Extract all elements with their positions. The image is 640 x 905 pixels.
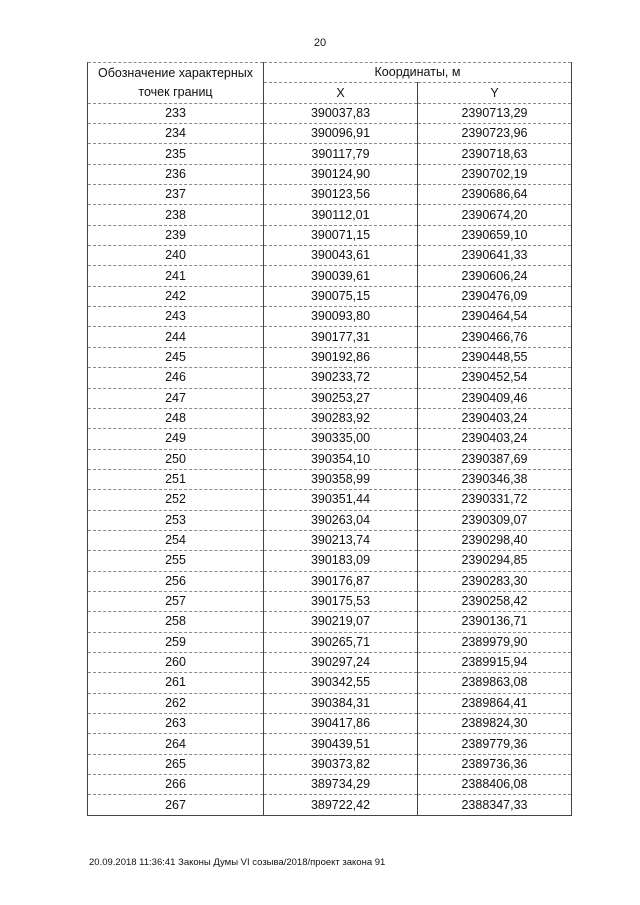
x-cell: 390335,00 xyxy=(264,429,418,449)
y-cell: 2390476,09 xyxy=(418,286,572,306)
y-cell: 2390713,29 xyxy=(418,103,572,123)
x-cell: 390342,55 xyxy=(264,673,418,693)
y-cell: 2390387,69 xyxy=(418,449,572,469)
x-cell: 390439,51 xyxy=(264,734,418,754)
point-cell: 247 xyxy=(88,388,264,408)
table-row xyxy=(88,775,572,795)
x-cell: 390192,86 xyxy=(264,347,418,367)
y-cell: 2388406,08 xyxy=(418,775,572,795)
table-row xyxy=(88,225,572,245)
point-cell: 235 xyxy=(88,144,264,164)
point-cell: 251 xyxy=(88,469,264,489)
y-cell: 2389736,36 xyxy=(418,754,572,774)
x-cell: 390417,86 xyxy=(264,714,418,734)
table-row xyxy=(88,388,572,408)
point-cell: 260 xyxy=(88,652,264,672)
table-header xyxy=(88,63,572,104)
table-row xyxy=(88,571,572,591)
x-cell: 390233,72 xyxy=(264,368,418,388)
table-row xyxy=(88,124,572,144)
x-cell: 390263,04 xyxy=(264,510,418,530)
table-row xyxy=(88,347,572,367)
x-cell: 390071,15 xyxy=(264,225,418,245)
point-cell: 258 xyxy=(88,612,264,632)
point-cell: 234 xyxy=(88,124,264,144)
y-cell: 2390346,38 xyxy=(418,469,572,489)
point-cell: 255 xyxy=(88,551,264,571)
y-cell: 2389779,36 xyxy=(418,734,572,754)
point-cell: 266 xyxy=(88,775,264,795)
y-column-header: Y xyxy=(418,83,572,103)
x-cell: 390124,90 xyxy=(264,164,418,184)
table-row xyxy=(88,714,572,734)
point-cell: 257 xyxy=(88,591,264,611)
point-cell: 243 xyxy=(88,307,264,327)
x-cell: 389722,42 xyxy=(264,795,418,815)
table-row xyxy=(88,469,572,489)
y-cell: 2389863,08 xyxy=(418,673,572,693)
y-cell: 2390309,07 xyxy=(418,510,572,530)
table-row xyxy=(88,754,572,774)
y-cell: 2390283,30 xyxy=(418,571,572,591)
y-cell: 2389824,30 xyxy=(418,714,572,734)
table-row xyxy=(88,266,572,286)
point-cell: 248 xyxy=(88,408,264,428)
y-cell: 2390606,24 xyxy=(418,266,572,286)
y-cell: 2390448,55 xyxy=(418,347,572,367)
y-cell: 2390723,96 xyxy=(418,124,572,144)
x-cell: 390043,61 xyxy=(264,246,418,266)
point-cell: 261 xyxy=(88,673,264,693)
point-cell: 237 xyxy=(88,185,264,205)
point-cell: 233 xyxy=(88,103,264,123)
y-cell: 2390686,64 xyxy=(418,185,572,205)
y-cell: 2390403,24 xyxy=(418,429,572,449)
table-row xyxy=(88,490,572,510)
point-cell: 267 xyxy=(88,795,264,815)
point-cell: 239 xyxy=(88,225,264,245)
point-cell: 246 xyxy=(88,368,264,388)
y-cell: 2390136,71 xyxy=(418,612,572,632)
point-cell: 245 xyxy=(88,347,264,367)
x-cell: 390117,79 xyxy=(264,144,418,164)
table-row xyxy=(88,632,572,652)
y-cell: 2390718,63 xyxy=(418,144,572,164)
x-cell: 390176,87 xyxy=(264,571,418,591)
point-cell: 253 xyxy=(88,510,264,530)
point-cell: 262 xyxy=(88,693,264,713)
table-row xyxy=(88,734,572,754)
x-cell: 390358,99 xyxy=(264,469,418,489)
point-cell: 249 xyxy=(88,429,264,449)
x-cell: 390183,09 xyxy=(264,551,418,571)
x-cell: 390123,56 xyxy=(264,185,418,205)
point-cell: 236 xyxy=(88,164,264,184)
point-cell: 238 xyxy=(88,205,264,225)
table-row xyxy=(88,591,572,611)
point-cell: 263 xyxy=(88,714,264,734)
y-cell: 2390452,54 xyxy=(418,368,572,388)
table-row xyxy=(88,510,572,530)
x-cell: 390219,07 xyxy=(264,612,418,632)
table-row xyxy=(88,103,572,123)
point-cell: 244 xyxy=(88,327,264,347)
x-column-header: X xyxy=(264,83,418,103)
point-cell: 242 xyxy=(88,286,264,306)
point-cell: 256 xyxy=(88,571,264,591)
x-cell: 390177,31 xyxy=(264,327,418,347)
y-cell: 2390702,19 xyxy=(418,164,572,184)
table-row xyxy=(88,246,572,266)
point-cell: 265 xyxy=(88,754,264,774)
table-row xyxy=(88,673,572,693)
table-row xyxy=(88,449,572,469)
table-row xyxy=(88,185,572,205)
y-cell: 2390409,46 xyxy=(418,388,572,408)
point-cell: 252 xyxy=(88,490,264,510)
table-row xyxy=(88,795,572,815)
x-cell: 390283,92 xyxy=(264,408,418,428)
table-body xyxy=(88,103,572,815)
table-row xyxy=(88,307,572,327)
x-cell: 389734,29 xyxy=(264,775,418,795)
x-cell: 390354,10 xyxy=(264,449,418,469)
x-cell: 390253,27 xyxy=(264,388,418,408)
y-cell: 2389915,94 xyxy=(418,652,572,672)
x-cell: 390351,44 xyxy=(264,490,418,510)
y-cell: 2390294,85 xyxy=(418,551,572,571)
y-cell: 2390659,10 xyxy=(418,225,572,245)
point-cell: 240 xyxy=(88,246,264,266)
y-cell: 2390298,40 xyxy=(418,530,572,550)
footer-text: 20.09.2018 11:36:41 Законы Думы VI созыва/2018/проект закона 91 xyxy=(89,857,386,868)
y-cell: 2388347,33 xyxy=(418,795,572,815)
y-cell: 2390641,33 xyxy=(418,246,572,266)
y-cell: 2390403,24 xyxy=(418,408,572,428)
table-row xyxy=(88,408,572,428)
table-row xyxy=(88,327,572,347)
coordinates-table xyxy=(87,62,572,816)
x-cell: 390265,71 xyxy=(264,632,418,652)
table-row xyxy=(88,368,572,388)
table-row xyxy=(88,286,572,306)
x-cell: 390075,15 xyxy=(264,286,418,306)
table-row xyxy=(88,144,572,164)
x-cell: 390112,01 xyxy=(264,205,418,225)
x-cell: 390373,82 xyxy=(264,754,418,774)
point-cell: 250 xyxy=(88,449,264,469)
x-cell: 390037,83 xyxy=(264,103,418,123)
table-row xyxy=(88,429,572,449)
table-row xyxy=(88,612,572,632)
table-row xyxy=(88,551,572,571)
x-cell: 390093,80 xyxy=(264,307,418,327)
x-cell: 390213,74 xyxy=(264,530,418,550)
table-row xyxy=(88,164,572,184)
page-number: 20 xyxy=(313,37,327,49)
point-cell: 241 xyxy=(88,266,264,286)
table-row xyxy=(88,205,572,225)
point-cell: 254 xyxy=(88,530,264,550)
x-cell: 390096,91 xyxy=(264,124,418,144)
y-cell: 2390331,72 xyxy=(418,490,572,510)
coordinates-column-header: Координаты, м xyxy=(264,63,572,83)
y-cell: 2390466,76 xyxy=(418,327,572,347)
y-cell: 2390674,20 xyxy=(418,205,572,225)
x-cell: 390297,24 xyxy=(264,652,418,672)
y-cell: 2390258,42 xyxy=(418,591,572,611)
x-cell: 390175,53 xyxy=(264,591,418,611)
point-cell: 259 xyxy=(88,632,264,652)
y-cell: 2389979,90 xyxy=(418,632,572,652)
table-row xyxy=(88,652,572,672)
table-row xyxy=(88,530,572,550)
x-cell: 390384,31 xyxy=(264,693,418,713)
point-column-header: Обозначение характерных точек границ xyxy=(88,63,264,104)
table-row xyxy=(88,693,572,713)
x-cell: 390039,61 xyxy=(264,266,418,286)
y-cell: 2389864,41 xyxy=(418,693,572,713)
point-cell: 264 xyxy=(88,734,264,754)
y-cell: 2390464,54 xyxy=(418,307,572,327)
